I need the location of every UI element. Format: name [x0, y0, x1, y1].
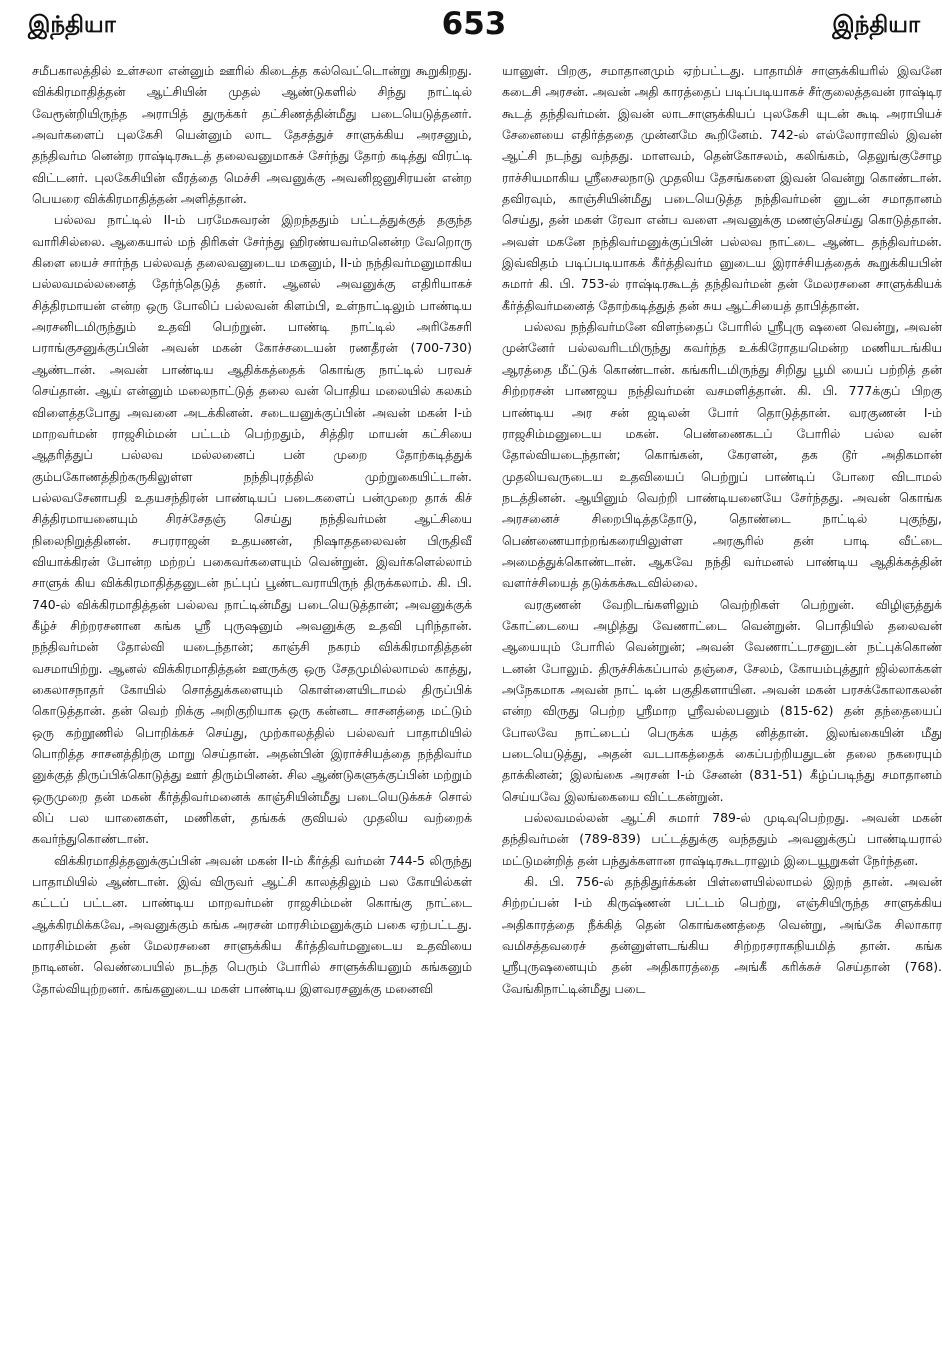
running-head-right: இந்தியா: [832, 12, 920, 38]
running-head-left: இந்தியா: [28, 12, 116, 38]
page-number: 653: [441, 6, 507, 42]
paragraph: சமீபகாலத்தில் உள்சலா என்னும் ஊரில் கிடைத்த கல்வெட்டொன்று கூறுகிறது. விக்கிரமாதித்தன் ஆட்சியின் முதல் ஆண்டுகளில் சிந்து நாட்டில் வேரூன்றியிருந்த அராபித் துருக்கர் தட்சிணத்தின்மீது படையெடுத்தனர். அவர்களைப் புலகேசி யென்னும் லாட தேசத்துச் சாளுக்கிய அரசனும், தந்திவர்ம னென்ற ராஷ்டிரகூடத் தலைவனுமாகச் சேர்ந்து தோற் கடித்து விரட்டி விட்டனர். புலகேசியின் வீரத்தை மெச்சி அவனுக்கு அவனிஜனுசிரயன் என்ற பெயரை விக்கிரமாதித்தன் அளித்தான்.: [32, 63, 472, 207]
paragraph: விக்கிரமாதித்தனுக்குப்பின் அவன் மகன் II-ம் கீர்த்தி வர்மன் 744-5 லிருந்து பாதாமியில் ஆண்டான். இவ் விருவர் ஆட்சி காலத்திலும் பல கோயில்கள் கட்டப் பட்டன. பாண்டிய மாறவர்மன் ராஜசிம்மன் கொங்கு நாட்டை ஆக்கிரமிக்கவே, அவனுக்கும் கங்க அரசன் மாரசிம்மனுக்கும் பகை ஏற்பட்டது. மாரசிம்மன் தன் மேலரசனை சாளுக்கிய கீர்த்திவர்மனுடைய உதவியை நாடினன். வெண்பையில் நடந்த பெரும் போரில் சாளுக்கியனும் கங்கனும் தோல்வியுற்றனர். கங்கனுடைய மகள் பாண்டிய இளவரசனுக்கு மனைவி: [32, 852, 472, 996]
right-column: [502, 60, 942, 999]
paragraph: பல்லவமல்லன் ஆட்சி சுமார் 789-ல் முடிவுபெற்றது. அவன் மகன் தந்திவர்மன் (789-839) பட்டத்துக்கு வந்ததும் அவனுக்குப் பாண்டியரால் மட்டுமன்றித் தன் பந்துக்களான ராஷ்டிரகூடராலும் இடையூறுகள் நேர்ந்தன.: [502, 810, 942, 868]
paragraph: பல்லவ நந்திவர்மனே விளந்தைப் போரில் ஸ்ரீபுரு ஷனை வென்று, அவன் முன்னேர் பல்லவரிடமிருந்து கவர்ந்த உக்கிரோதயமென்ற மணியடங்கிய ஆரத்தை மீட்டுக் கொண்டான். கங்கரிடமிருந்து சிறிது பூமி யைப் பற்றித் தன் சிற்றரசன் பாணஜய நந்திவர்மன் வசமளித்தான். கி. பி. 777க்குப் பிறகு பாண்டிய அர சன் ஜடிலன் போர் தொடுத்தான். வரகுணன் I-ம் ராஜசிம்மனுடைய மகன். பெண்ணைகடப் போரில் பல்ல வன் தோல்வியடைந்தான்; கொங்கன், கேரளன், தக டூர் அதிகமான் முதலியவருடைய உதவியைப் பெற்றுப் பாண்டிப் போரை விடாமல் நடத்தினன். ஆயினும் வெற்றி பாண்டியனையே சேர்ந்தது. அவன் கொங்க அரசனைச் சிறைபிடித்ததோடு, தொண்டை நாட்டில் புகுந்து, பெண்ணையாற்றங்கரையிலுள்ள அரசூரில் தன் பாடி வீட்டை அமைத்துக்கொண்டான். ஆகவே நந்தி வர்மனல் பாண்டிய ஆதிக்கத்தின் வளர்ச்சியைத் தடுக்கக்கூடவில்லை.: [502, 319, 942, 591]
paragraph: பல்லவ நாட்டில் II-ம் பரமேசுவரன் இறந்ததும் பட்டத்துக்குத் தகுந்த வாரிசில்லை. ஆகையால் மந் திரிகள் சேர்ந்து ஹிரண்யவர்மனென்ற வேறொரு கிளை யைச் சார்ந்த பல்லவத் தலைவனுடைய மகனும், II-ம் நந்திவர்மனுமாகிய பல்லவமல்லனைத் தேர்ந்தெடுத் தனர். ஆனல் அவனுக்கு எதிரியாகச் சித்திரமாயன் என்ற ஒரு போலிப் பல்லவன் கிளம்பி, உள்நாட்டிலும் பாண்டிய அரசனிடமிருந்தும் உதவி பெற்றுன். பாண்டி நாட்டில் அரிகேசரி பராங்குசனுக்குப்பின் அவன் மகன் கோச்சடையன் ரணதீரன் (700-730) ஆண்டான். அவன் பாண்டிய ஆதிக்கத்தைக் கொங்கு நாட்டில் பரவச் செய்தான். ஆய் என்னும் மலைநாட்டுத் தலை வன் பொதிய மலையில் கலகம் விளைத்தபோது அவனை அடக்கினன். சடையனுக்குப்பின் அவன் மகன் I-ம் மாறவர்மன் ராஜசிம்மன் பட்டம் பெற்றதும், சித்திர மாயன் கட்சியை ஆதரித்துப் பல்லவ மல்லனைப் பன் முறை தோற்கடித்துக் கும்பகோணத்திற்கருகிலுள்ள நந்திபுரத்தில் முற்றுகையிட்டான். பல்லவசேனாபதி உதயசந்திரன் பாண்டியப் படைகளைப் பன்முறை தாக் கிச் சித்திரமாயனையும் சிரச்சேதஞ் செய்து நந்திவர்மன் ஆட்சியை நிலைநிறுத்தினன். சபரராஜன் உதயணன், நிஷாததலைவன் பிருதிவீ வியாக்கிரன் போன்ற மற்றப் பகைவர்களையும் வென்றுன். இவர்களெல்லாம் சாளுக் கிய விக்கிரமாதித்தனுடன் நட்புப் பூண்டவராயிருந் திருக்கலாம். கி. பி. 740-ல் விக்கிரமாதித்தன் பல்லவ நாட்டின்மீது படையெடுத்தான்; அவனுக்குக் கீழ்ச் சிற்றரசனான கங்க ஸ்ரீ புருஷனும் அவனுக்கு உதவி புரிந்தான். நந்திவர்மன் தோல்வி யடைந்தான்; காஞ்சி நகரம் விக்கிரமாதித்தன் வசமாயிற்று. ஆனல் விக்கிரமாதித்தன் ஊருக்கு ஒரு சேதமுமில்லாமல் காத்து, கைலாசநாதர் கோயில் சொத்துக்களையும் கொள்ளையிடாமல் திருப்பிக் கொடுத்தான். தன் வெற் றிக்கு அறிகுறியாக ஒரு கன்னட சாசனத்தை மட்டும் ஒரு கற்றூணில் பொறிக்கச் செய்து, முற்காலத்தில் பல்லவர் பாதாமியில் பொறித்த சாசனத்திற்கு மாறு செய்தான். அதன்பின் இராச்சியத்தை நந்திவர்ம னுக்குத் திருப்பிக்கொடுத்து ஊர் திரும்பினன். சில ஆண்டுகளுக்குப்பின் மற்றும் ஒருமுறை தன் மகன் கீர்த்திவர்மனைக் காஞ்சியின்மீது படையெடுக்கச் சொல் லிப் பல யானைகள், மணிகள், தங்கக் குவியல் முதலிய வற்றைக் கவர்ந்துகொண்டான்.: [32, 212, 472, 847]
paragraph: வரகுணன் வேறிடங்களிலும் வெற்றிகள் பெற்றுன். விழிஞத்துக் கோட்டையை அழித்து வேணாட்டை வென்றுன். பொதியில் தலைவன் ஆயையும் போரில் வென்றுன்; அவன் வேணாட்டரசனுடன் நட்புக்கொண் டனன் போலும். திருச்சிக்கப்பால் தஞ்சை, சேலம், கோயம்புத்தூர் ஜில்லாக்கள் அநேகமாக அவன் நாட் டின் பகுதிகளாயின. அவன் மகன் பரசக்கோலாகலன் என்ற விருது பெற்ற ஸ்ரீமாற ஸ்ரீவல்லபனும் (815-62) தன் தந்தையைப் போலவே நாட்டைப் பெருக்க யத்த னித்தான். இலங்கையின் மீது படையெடுத்து, அதன் வடபாகத்தைக் கைப்பற்றியதுடன் தலை நகரையும் தாக்கினன்; இலங்கை அரசன் I-ம் சேனன் (831-51) கீழ்ப்படிந்து சமாதானம் செய்யவே இலங்கையை விட்டகன்றுன்.: [502, 596, 942, 804]
paragraph: கி. பி. 756-ல் தந்திதுர்க்கன் பிள்ளையில்லாமல் இறந் தான். அவன் சிற்றப்பன் I-ம் கிருஷ்ணன் பட்டம் பெற்று, எஞ்சியிருந்த சாளுக்கிய அதிகாரத்தை நீக்கித் தென் கொங்கணத்தை வென்று, அங்கே சிலாகார வமிசத்தவரைச் தன்னுள்ளடங்கிய சிற்றரசராகநியமித் தான். கங்க ஸ்ரீபுருஷனையும் தன் அதிகாரத்தை அங்கீ கரிக்கச் செய்தான் (768). வேங்கிநாட்டின்மீது படை: [502, 874, 942, 996]
left-column: [32, 60, 472, 999]
page-header: [28, 6, 920, 46]
paragraph: யானுள். பிறகு, சமாதானமும் ஏற்பட்டது. பாதாமிச் சாளுக்கியரில் இவனே கடைசி அரசன். அவன் அதி காரத்தைப் படிப்படியாகச் சீர்குலைத்தவன் ராஷ்டிர கூடத் தந்திவர்மன். இவன் லாடசாளுக்கியப் புலகேசி யுடன் கூடி அராபியச் சேனையை எதிர்த்ததை முன்னமே கூறினேம். 742-ல் எல்லோராவில் இவன் ஆட்சி நடந்து வந்தது. மாளவம், தென்கோசலம், கலிங்கம், தெலுங்குசோழ ராச்சியமாகிய ஸ்ரீசைலநாடு முதலிய தேசங்களை இவன் வென்று கொண்டான். தவிரவும், காஞ்சியின்மீது படையெடுத்த நந்திவர்மன் னுடன் சமாதானம் செய்து, தன் மகள் ரேவா என்ப வளை அவனுக்கு மணஞ்செய்து கொடுத்தான். அவள் மகனே நந்திவர்மனுக்குப்பின் பல்லவ நாட்டை ஆண்ட தந்திவர்மன். இவ்விதம் படிப்படியாகக் கீர்த்திவர்ம னுடைய இராச்சியத்தைக் கூறுக்கியபின் சுமார் கி. பி. 753-ல் ராஷ்டிரகூடத் தந்திவர்மன் தன் மேலரசனை சாளுக்கியக் கீர்த்திவர்மனைத் தோற்கடித்துத் தன் சுய ஆட்சியைத் தாபித்தான்.: [502, 63, 942, 313]
